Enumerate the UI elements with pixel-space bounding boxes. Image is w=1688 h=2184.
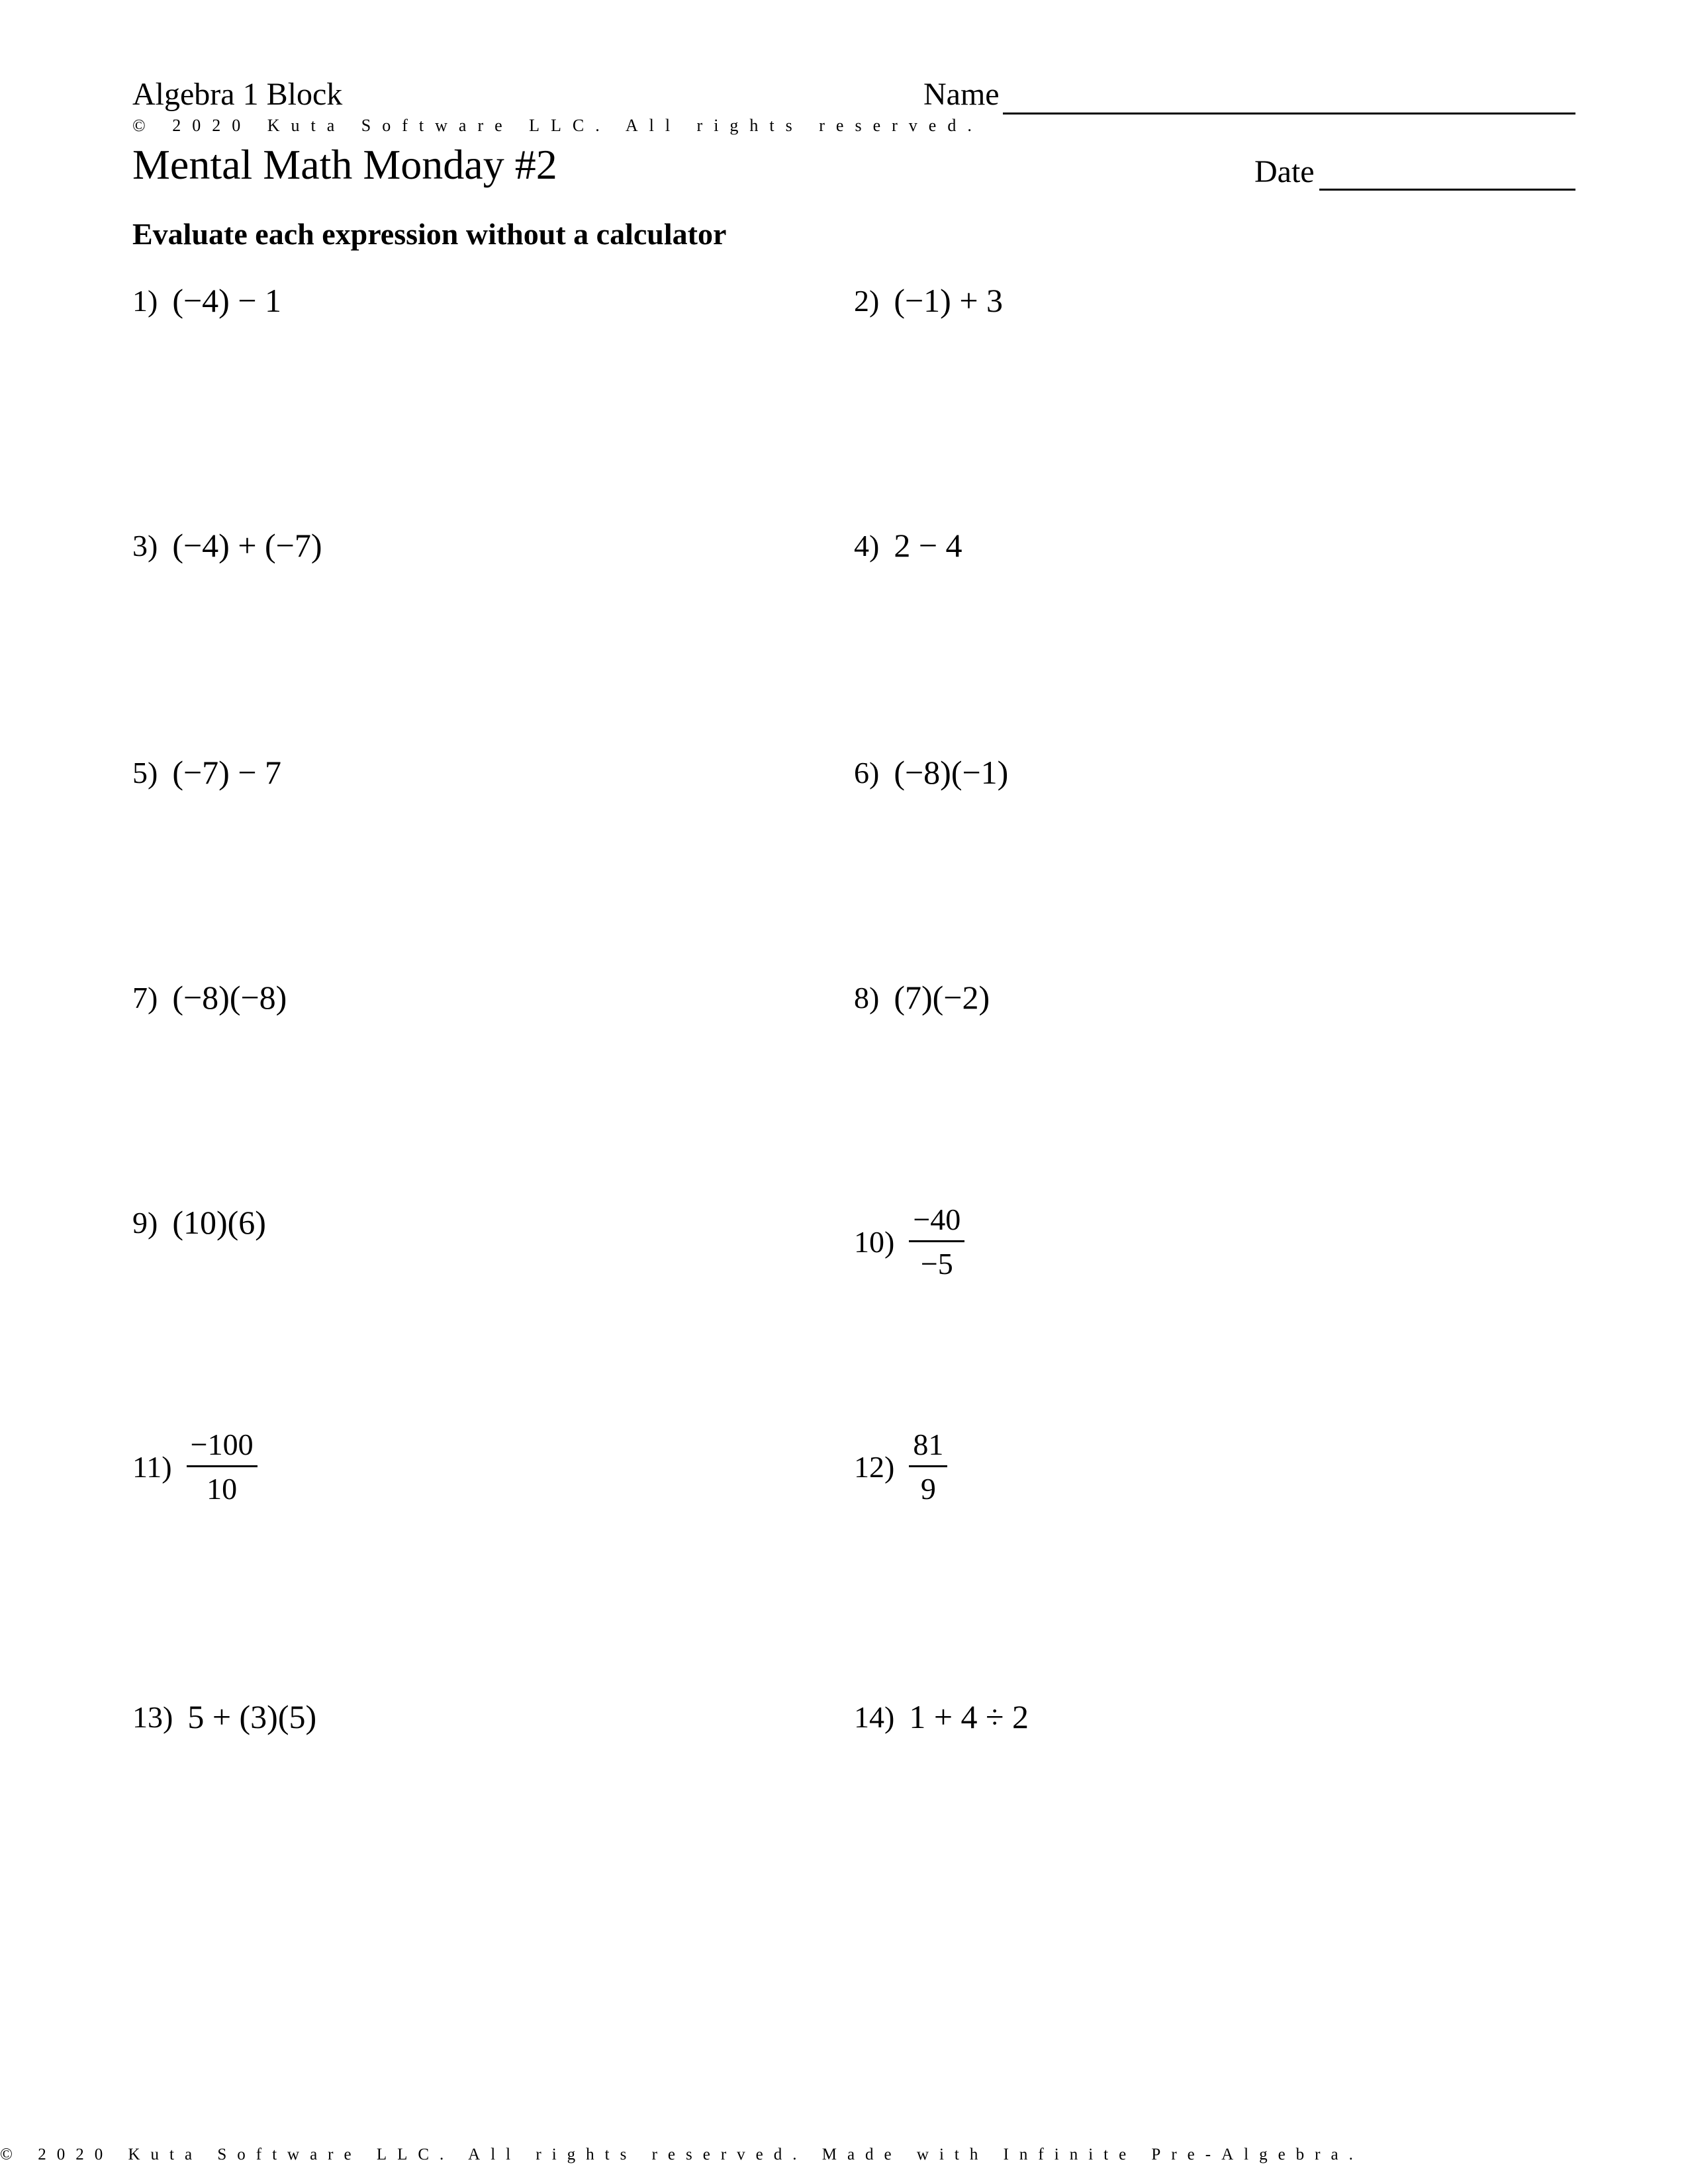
- problem-12: [854, 1430, 947, 1504]
- problem-number: 10): [854, 1225, 895, 1259]
- problem-number: 8): [854, 980, 880, 1015]
- fraction: [909, 1205, 964, 1279]
- name-label: Name: [923, 77, 1000, 112]
- problem-expression: (−8)(−8): [172, 979, 287, 1016]
- problem-expression: (7)(−2): [894, 979, 990, 1016]
- problem-number: 14): [854, 1700, 895, 1734]
- problem-number: 7): [132, 980, 158, 1015]
- problem-9: [132, 1203, 266, 1242]
- problem-number: 5): [132, 755, 158, 790]
- problem-number: 6): [854, 755, 880, 790]
- name-field-line: [1003, 113, 1575, 114]
- fraction-numerator: −40: [909, 1205, 964, 1242]
- problem-10: [854, 1205, 964, 1279]
- problem-number: 12): [854, 1450, 895, 1484]
- problem-5: [132, 753, 281, 792]
- fraction-numerator: 81: [909, 1430, 947, 1467]
- footer-copyright: © 2020 Kuta Software LLC. All rights reserved. Made with Infinite Pre-Algebra.: [0, 2146, 1364, 2163]
- problem-expression: (−7) − 7: [172, 754, 282, 791]
- problem-number: 13): [132, 1700, 173, 1734]
- problem-number: 1): [132, 283, 158, 318]
- problem-expression: 5 + (3)(5): [187, 1698, 317, 1735]
- copyright-notice: © 2020 Kuta Software LLC. All rights reserved.: [132, 116, 983, 135]
- date-field-line: [1319, 189, 1575, 191]
- problem-expression: (10)(6): [172, 1204, 266, 1241]
- problem-expression: (−4) − 1: [172, 282, 282, 319]
- problem-expression: (−4) + (−7): [172, 527, 322, 564]
- course-label: Algebra 1 Block: [132, 77, 343, 112]
- problem-1: [132, 281, 281, 320]
- problem-7: [132, 978, 287, 1017]
- problem-number: 4): [854, 528, 880, 563]
- problem-expression: 1 + 4 ÷ 2: [909, 1698, 1029, 1735]
- problem-6: [854, 753, 1008, 792]
- problem-2: [854, 281, 1003, 320]
- problem-3: [132, 526, 322, 565]
- problem-number: 9): [132, 1205, 158, 1240]
- worksheet-title: Mental Math Monday #2: [132, 141, 557, 188]
- problem-14: [854, 1698, 1029, 1736]
- fraction-denominator: 10: [207, 1472, 238, 1506]
- fraction-numerator: −100: [187, 1430, 258, 1467]
- problem-11: [132, 1430, 258, 1504]
- problem-expression: (−1) + 3: [894, 282, 1004, 319]
- problem-number: 11): [132, 1450, 172, 1484]
- fraction: [187, 1430, 258, 1504]
- fraction-denominator: −5: [920, 1247, 953, 1281]
- instructions: Evaluate each expression without a calculator: [132, 217, 727, 251]
- problem-number: 2): [854, 283, 880, 318]
- problem-expression: (−8)(−1): [894, 754, 1009, 791]
- problem-8: [854, 978, 990, 1017]
- fraction: [909, 1430, 947, 1504]
- fraction-denominator: 9: [920, 1472, 936, 1506]
- problem-expression: 2 − 4: [894, 527, 962, 564]
- date-label: Date: [1254, 154, 1315, 189]
- problem-4: [854, 526, 962, 565]
- problem-13: [132, 1698, 316, 1736]
- problem-number: 3): [132, 528, 158, 563]
